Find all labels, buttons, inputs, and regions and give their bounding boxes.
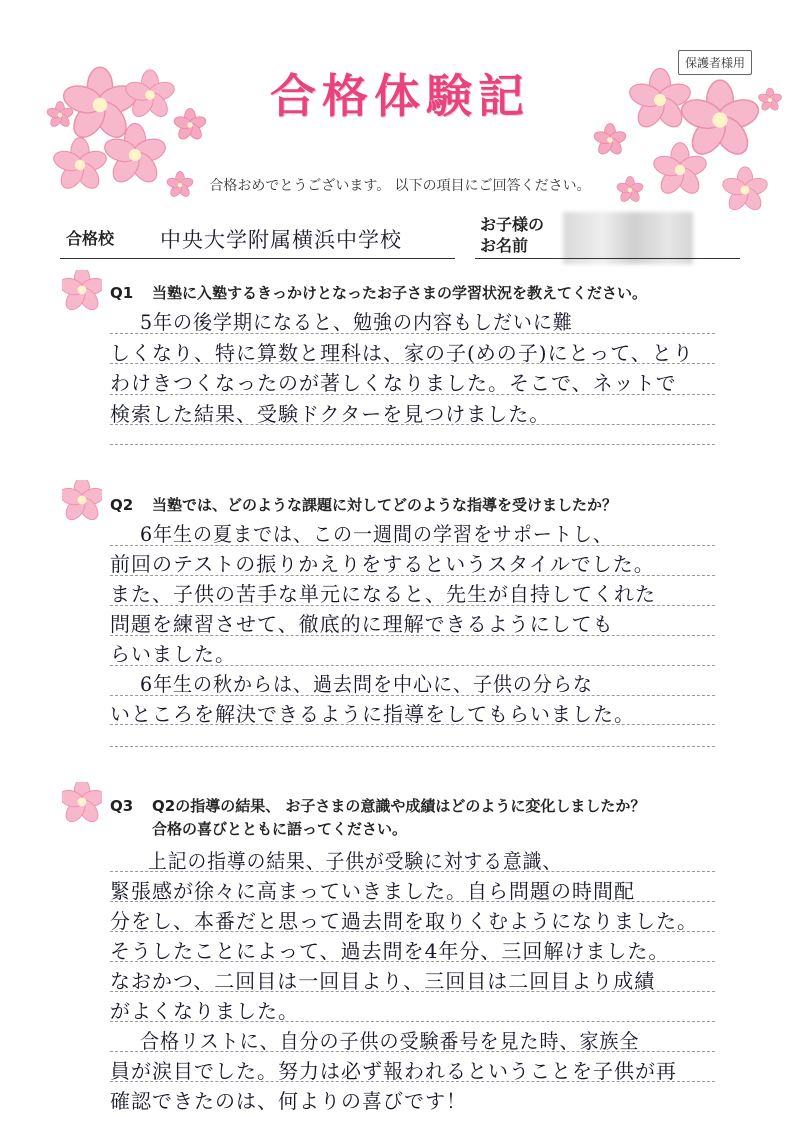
q3-answer-line: 確認できたのは、何よりの喜びです！ [110, 1089, 467, 1113]
q3-answer-line: 上記の指導の結果、子供が受験に対する意識、 [148, 849, 563, 873]
q1-answer-line: 5年の後学期になると、勉強の内容もしだいに難 [140, 310, 573, 334]
q3-question [110, 795, 645, 816]
school-underline [60, 258, 455, 259]
q2-answer-line: いところを解決できるように指導をしてもらいました。 [110, 702, 635, 726]
school-value: 中央大学附属横浜中学校 [160, 228, 402, 252]
intro-text: 合格おめでとうございます。 以下の項目にご回答ください。 [209, 178, 591, 194]
child-name-label-line2: お名前 [480, 236, 529, 255]
q3-answer-line: そうしたことによって、過去問を4年分、三回解けました。 [110, 939, 670, 963]
q3-text: Q2の指導の結果、 お子さまの意識や成績はどのように変化しましたか？ [152, 797, 646, 815]
q2-answer-line: 6年生の夏までは、この一週間の学習をサポートし、 [140, 522, 613, 546]
q1-answer-line: 検索した結果、受験ドクターを見つけました。 [110, 402, 551, 426]
q2-rule-8 [110, 746, 715, 747]
q1-answer-line: しくなり、特に算数と理科は、家の子(めの子)にとって、とり [110, 341, 694, 365]
q1-question [110, 282, 647, 303]
q3-number: Q3 [110, 797, 134, 815]
child-name-underline [475, 258, 740, 259]
q2-answer-line: 6年生の秋からは、過去問を中心に、子供の分らな [140, 672, 593, 696]
q2-flower-icon [62, 480, 102, 520]
q3-answer-line: 合格リストに、自分の子供の受験番号を見た時、家族全 [140, 1029, 640, 1053]
parent-use-badge: 保護者様用 [678, 50, 752, 75]
q2-text: 当塾では、どのような課題に対してどのような指導を受けましたか？ [152, 496, 618, 514]
q1-flower-icon [62, 270, 102, 310]
q1-text: 当塾に入塾するきっかけとなったお子さまの学習状況を教えてください。 [152, 284, 648, 302]
q3-answer-line: 分をし、本番だと思って過去問を取りくむようになりました。 [110, 909, 698, 933]
q2-answer-line: また、子供の苦手な単元になると、先生が自持してくれた [110, 582, 656, 606]
q3-answer-line: 緊張感が徐々に高まっていきました。自ら問題の時間配 [110, 879, 635, 903]
redacted-name [563, 212, 693, 264]
q1-answer-line: わけきつくなったのが著しくなりました。そこで、ネットで [110, 371, 677, 395]
child-name-label-line1: お子様の [480, 215, 545, 234]
q2-answer-line: 問題を練習させて、徹底的に理解できるようにしても [110, 612, 614, 636]
q3-answer-line: がよくなりました。 [110, 999, 299, 1023]
q3-flower-icon [62, 782, 102, 822]
q2-question [110, 494, 617, 515]
q2-answer-line: らいました。 [110, 642, 236, 666]
q1-rule-5 [110, 444, 715, 445]
page-title: 合格体験記 [270, 69, 530, 123]
q1-number: Q1 [110, 284, 134, 302]
q3-answer-line: なおかつ、二回目は一回目より、三回目は二回目より成績 [110, 969, 656, 993]
q3-answer-line: 員が涙目でした。努力は必ず報われるということを子供が再 [110, 1059, 677, 1083]
q3-question-line2: 合格の喜びとともに語ってください。 [152, 820, 408, 838]
q2-number: Q2 [110, 496, 134, 514]
q2-answer-line: 前回のテストの振りかえりをするというスタイルでした。 [110, 552, 655, 576]
school-label: 合格校 [66, 229, 115, 248]
